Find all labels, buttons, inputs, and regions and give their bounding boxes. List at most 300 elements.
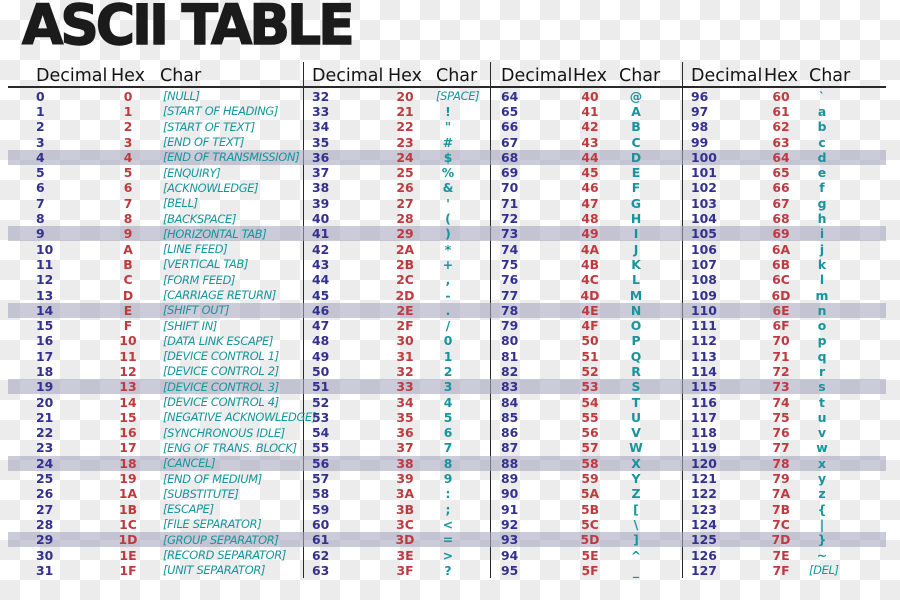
ascii-row — [304, 104, 491, 119]
ascii-row — [491, 440, 683, 455]
char-value: [END OF MEDIUM] — [163, 471, 262, 486]
hex-value: 1C — [119, 516, 137, 532]
hex-value: 57 — [581, 440, 599, 456]
decimal-value: 43 — [312, 256, 330, 272]
ascii-row — [491, 563, 683, 578]
decimal-value: 51 — [312, 379, 330, 395]
hex-value: 14 — [119, 394, 137, 410]
char-value: s — [818, 379, 826, 395]
char-value: [SHIFT IN] — [163, 318, 218, 333]
hex-value: 40 — [581, 88, 599, 104]
decimal-value: 48 — [312, 333, 330, 349]
hex-value: F — [123, 318, 133, 334]
hex-value: 28 — [396, 211, 414, 227]
char-value: [ESCAPE] — [163, 502, 214, 517]
decimal-value: 97 — [691, 103, 709, 119]
decimal-value: 94 — [501, 547, 519, 563]
char-value: [SPACE] — [436, 89, 480, 104]
decimal-value: 95 — [501, 562, 519, 578]
decimal-value: 44 — [312, 272, 330, 288]
hex-value: 4F — [581, 318, 599, 334]
char-value: & — [442, 180, 454, 196]
ascii-row — [491, 196, 683, 211]
decimal-value: 66 — [501, 119, 519, 135]
ascii-row — [304, 486, 491, 501]
table-group-32-63 — [304, 62, 491, 578]
ascii-row — [491, 471, 683, 486]
hex-value: 1D — [118, 532, 138, 548]
hex-value: 55 — [581, 409, 599, 425]
ascii-row — [304, 471, 491, 486]
hex-value: 7D — [771, 532, 791, 548]
decimal-value: 68 — [501, 149, 519, 165]
hex-value: 65 — [772, 165, 790, 181]
char-value: U — [630, 409, 642, 425]
decimal-value: 102 — [691, 180, 717, 196]
ascii-row — [304, 226, 491, 241]
hex-column-header: Hex — [573, 65, 607, 86]
decimal-value: 8 — [36, 211, 45, 227]
ascii-row — [304, 394, 491, 409]
decimal-value: 98 — [691, 119, 709, 135]
ascii-row — [8, 532, 304, 547]
char-value: = — [442, 532, 454, 548]
hex-value: D — [122, 287, 134, 303]
hex-value: 5E — [581, 547, 599, 563]
decimal-value: 63 — [312, 562, 330, 578]
hex-value: 46 — [581, 180, 599, 196]
decimal-value: 62 — [312, 547, 330, 563]
hex-value: 73 — [772, 379, 790, 395]
char-value: T — [631, 394, 641, 410]
hex-value: 3B — [395, 501, 415, 517]
decimal-value: 32 — [312, 88, 330, 104]
hex-value: 52 — [581, 363, 599, 379]
hex-value: 71 — [772, 348, 790, 364]
ascii-row — [491, 287, 683, 302]
decimal-value: 113 — [691, 348, 717, 364]
decimal-value: 61 — [312, 532, 330, 548]
decimal-value: 31 — [36, 562, 54, 578]
decimal-value: 25 — [36, 471, 54, 487]
ascii-row — [8, 486, 304, 501]
char-value: r — [818, 363, 826, 379]
decimal-value: 107 — [691, 256, 717, 272]
char-column-header: Char — [809, 65, 851, 86]
decimal-value: 127 — [691, 562, 717, 578]
ascii-row — [683, 104, 886, 119]
char-value: [NEGATIVE ACKNOWLEDGE] — [163, 410, 317, 425]
decimal-value: 6 — [36, 180, 45, 196]
decimal-value: 37 — [312, 165, 330, 181]
char-value: [ENG OF TRANS. BLOCK] — [163, 440, 297, 455]
char-value: z — [818, 486, 826, 502]
char-value: ) — [445, 226, 451, 242]
ascii-row — [491, 349, 683, 364]
decimal-value: 39 — [312, 195, 330, 211]
decimal-value: 106 — [691, 241, 717, 257]
ascii-row — [8, 134, 304, 149]
hex-value: 67 — [772, 195, 790, 211]
decimal-value: 110 — [691, 302, 717, 318]
decimal-value: 41 — [312, 226, 330, 242]
decimal-value: 21 — [36, 409, 54, 425]
ascii-row — [491, 456, 683, 471]
char-value: o — [817, 318, 827, 334]
char-value: g — [817, 195, 827, 211]
hex-value: 15 — [119, 409, 137, 425]
decimal-value: 67 — [501, 134, 519, 150]
hex-value: 61 — [772, 103, 790, 119]
hex-value: 20 — [396, 88, 414, 104]
hex-value: 4C — [581, 272, 599, 288]
hex-value: 68 — [772, 211, 790, 227]
ascii-row — [683, 333, 886, 348]
decimal-value: 16 — [36, 333, 54, 349]
decimal-value: 89 — [501, 471, 519, 487]
decimal-value: 27 — [36, 501, 54, 517]
ascii-row — [8, 318, 304, 333]
char-value: l — [819, 272, 825, 288]
group-header — [304, 62, 491, 86]
ascii-row — [683, 89, 886, 104]
char-value: / — [445, 318, 451, 334]
decimal-value: 85 — [501, 409, 519, 425]
char-value: t — [819, 394, 825, 410]
hex-value: 12 — [119, 363, 137, 379]
ascii-row — [8, 287, 304, 302]
ascii-row — [683, 119, 886, 134]
decimal-value: 22 — [36, 425, 54, 441]
char-value: E — [631, 165, 641, 181]
decimal-value: 26 — [36, 486, 54, 502]
hex-value: 43 — [581, 134, 599, 150]
hex-value: 5C — [581, 516, 599, 532]
rows-container — [8, 88, 317, 579]
ascii-row — [304, 425, 491, 440]
page-title: ASCII TABLE — [22, 0, 352, 57]
ascii-row — [304, 532, 491, 547]
ascii-row — [683, 532, 886, 547]
decimal-value: 72 — [501, 211, 519, 227]
char-value: 7 — [443, 440, 453, 456]
char-value: M — [629, 287, 643, 303]
hex-value: 4A — [580, 241, 600, 257]
decimal-value: 114 — [691, 363, 717, 379]
decimal-column-header: Decimal — [36, 65, 108, 86]
table-group-64-95 — [491, 62, 683, 578]
hex-value: 5 — [123, 165, 133, 181]
hex-value: 10 — [119, 333, 137, 349]
char-value: 3 — [443, 379, 453, 395]
char-value: ? — [444, 562, 452, 578]
ascii-row — [304, 547, 491, 562]
char-value: [END OF TEXT] — [163, 135, 245, 150]
hex-value: 5D — [580, 532, 600, 548]
char-value: C — [631, 134, 641, 150]
hex-value: 5B — [580, 501, 600, 517]
decimal-value: 57 — [312, 471, 330, 487]
ascii-row — [304, 563, 491, 578]
char-value: ] — [633, 532, 639, 548]
hex-value: 1F — [119, 562, 137, 578]
ascii-row — [683, 150, 886, 165]
char-value: [HORIZONTAL TAB] — [163, 226, 267, 241]
decimal-value: 59 — [312, 501, 330, 517]
decimal-value: 122 — [691, 486, 717, 502]
decimal-value: 2 — [36, 119, 45, 135]
hex-value: 1E — [119, 547, 137, 563]
ascii-row — [8, 272, 304, 287]
ascii-row — [304, 440, 491, 455]
decimal-value: 104 — [691, 211, 717, 227]
decimal-value: 108 — [691, 272, 717, 288]
hex-value: 2D — [395, 287, 415, 303]
decimal-value: 28 — [36, 516, 54, 532]
ascii-row — [683, 241, 886, 256]
ascii-row — [491, 180, 683, 195]
ascii-row — [8, 425, 304, 440]
hex-value: 56 — [581, 425, 599, 441]
hex-value: 0 — [123, 88, 133, 104]
ascii-row — [491, 211, 683, 226]
hex-value: B — [123, 256, 133, 272]
hex-value: 4B — [580, 256, 600, 272]
char-value: x — [818, 455, 826, 471]
ascii-row — [491, 257, 683, 272]
char-value: N — [630, 302, 642, 318]
char-value: " — [444, 119, 452, 135]
decimal-value: 83 — [501, 379, 519, 395]
char-value: [START OF TEXT] — [163, 119, 255, 134]
hex-value: 50 — [581, 333, 599, 349]
char-value: A — [631, 103, 641, 119]
hex-value: 21 — [396, 103, 414, 119]
ascii-row — [683, 211, 886, 226]
group-header — [491, 62, 683, 86]
ascii-row — [491, 517, 683, 532]
hex-value: 5A — [580, 486, 600, 502]
ascii-row — [8, 456, 304, 471]
char-value: W — [629, 440, 643, 456]
char-value: - — [445, 287, 451, 303]
hex-value: 4E — [581, 302, 599, 318]
char-value: O — [630, 318, 642, 334]
hex-value: 4 — [123, 149, 133, 165]
hex-value: 42 — [581, 119, 599, 135]
ascii-row — [8, 196, 304, 211]
ascii-row — [8, 349, 304, 364]
decimal-value: 119 — [691, 440, 717, 456]
char-value: | — [819, 516, 825, 532]
char-column-header: Char — [160, 65, 202, 86]
hex-value: 7E — [772, 547, 790, 563]
ascii-row — [491, 394, 683, 409]
char-value: P — [631, 333, 641, 349]
hex-value: 62 — [772, 119, 790, 135]
decimal-value: 14 — [36, 302, 54, 318]
hex-value: 6 — [123, 180, 133, 196]
hex-value: 76 — [772, 425, 790, 441]
char-value: d — [817, 149, 827, 165]
char-value: H — [630, 211, 642, 227]
ascii-row — [491, 89, 683, 104]
char-value: X — [631, 455, 641, 471]
char-value: [DEL] — [809, 563, 839, 578]
char-value: [END OF TRANSMISSION] — [163, 150, 300, 165]
ascii-row — [8, 563, 304, 578]
ascii-row — [491, 303, 683, 318]
char-value: [BACKSPACE] — [163, 211, 237, 226]
char-value: y — [817, 471, 827, 487]
ascii-row — [8, 241, 304, 256]
decimal-column-header: Decimal — [691, 65, 763, 86]
char-value: F — [631, 180, 641, 196]
char-value: # — [442, 134, 454, 150]
ascii-row — [8, 379, 304, 394]
ascii-row — [304, 241, 491, 256]
hex-value: 2B — [395, 256, 415, 272]
ascii-row — [683, 134, 886, 149]
hex-value: 49 — [581, 226, 599, 242]
char-value: G — [630, 195, 642, 211]
hex-value: 3D — [395, 532, 415, 548]
ascii-row — [304, 456, 491, 471]
ascii-row — [491, 150, 683, 165]
hex-value: 13 — [119, 379, 137, 395]
hex-value: 31 — [396, 348, 414, 364]
decimal-value: 120 — [691, 455, 717, 471]
char-value: v — [817, 425, 827, 441]
hex-value: 17 — [119, 440, 137, 456]
ascii-row — [683, 502, 886, 517]
ascii-row — [491, 410, 683, 425]
char-value: [NULL] — [163, 89, 200, 104]
decimal-value: 17 — [36, 348, 54, 364]
hex-value: 1A — [118, 486, 138, 502]
ascii-row — [491, 379, 683, 394]
decimal-value: 64 — [501, 88, 519, 104]
hex-value: 51 — [581, 348, 599, 364]
char-value: [SHIFT OUT] — [163, 303, 230, 318]
ascii-row — [683, 165, 886, 180]
decimal-value: 88 — [501, 455, 519, 471]
ascii-row — [8, 303, 304, 318]
decimal-value: 65 — [501, 103, 519, 119]
char-value: [DEVICE CONTROL 2] — [163, 364, 279, 379]
char-value: [START OF HEADING] — [163, 104, 279, 119]
ascii-row — [8, 333, 304, 348]
ascii-row — [491, 425, 683, 440]
decimal-value: 10 — [36, 241, 54, 257]
hex-value: 39 — [396, 471, 414, 487]
decimal-value: 123 — [691, 501, 717, 517]
decimal-value: 34 — [312, 119, 330, 135]
hex-value: 3F — [396, 562, 414, 578]
ascii-row — [683, 272, 886, 287]
ascii-row — [491, 165, 683, 180]
hex-value: 7C — [772, 516, 790, 532]
char-value: * — [444, 241, 452, 257]
decimal-value: 117 — [691, 409, 717, 425]
char-value: I — [633, 226, 639, 242]
ascii-row — [304, 502, 491, 517]
char-value: [VERTICAL TAB] — [163, 257, 249, 272]
decimal-value: 30 — [36, 547, 54, 563]
char-value: > — [442, 547, 454, 563]
hex-value: 37 — [396, 440, 414, 456]
ascii-row — [491, 333, 683, 348]
table-group-0-31 — [8, 62, 317, 578]
decimal-value: 101 — [691, 165, 717, 181]
char-value: + — [442, 256, 454, 272]
decimal-value: 23 — [36, 440, 54, 456]
char-value: [DEVICE CONTROL 3] — [163, 379, 279, 394]
decimal-value: 24 — [36, 455, 54, 471]
decimal-value: 35 — [312, 134, 330, 150]
ascii-row — [8, 502, 304, 517]
char-value: } — [817, 532, 827, 548]
decimal-value: 50 — [312, 363, 330, 379]
ascii-row — [491, 226, 683, 241]
hex-value: 3 — [123, 134, 133, 150]
char-value: \ — [633, 516, 639, 532]
decimal-value: 78 — [501, 302, 519, 318]
hex-value: 48 — [581, 211, 599, 227]
char-value: ~ — [816, 547, 828, 563]
decimal-value: 56 — [312, 455, 330, 471]
hex-value: 74 — [772, 394, 790, 410]
ascii-row — [8, 119, 304, 134]
decimal-value: 92 — [501, 516, 519, 532]
decimal-value: 52 — [312, 394, 330, 410]
hex-value: 60 — [772, 88, 790, 104]
hex-value: 24 — [396, 149, 414, 165]
ascii-row — [491, 364, 683, 379]
hex-value: 66 — [772, 180, 790, 196]
decimal-value: 19 — [36, 379, 54, 395]
char-value: j — [819, 241, 825, 257]
char-value: w — [816, 440, 828, 456]
hex-value: 2A — [395, 241, 415, 257]
ascii-row — [304, 318, 491, 333]
char-value: [RECORD SEPARATOR] — [163, 548, 287, 563]
hex-value: E — [123, 302, 133, 318]
ascii-row — [683, 287, 886, 302]
hex-column-header: Hex — [111, 65, 145, 86]
ascii-row — [304, 364, 491, 379]
char-value: [LINE FEED] — [163, 242, 228, 257]
char-value: m — [815, 287, 829, 303]
hex-value: 27 — [396, 195, 414, 211]
decimal-column-header: Decimal — [312, 65, 384, 86]
decimal-value: 79 — [501, 318, 519, 334]
decimal-value: 4 — [36, 149, 45, 165]
ascii-row — [304, 150, 491, 165]
char-value: [DATA LINK ESCAPE] — [163, 333, 274, 348]
decimal-value: 55 — [312, 440, 330, 456]
decimal-value: 87 — [501, 440, 519, 456]
decimal-value: 36 — [312, 149, 330, 165]
decimal-value: 38 — [312, 180, 330, 196]
decimal-value: 11 — [36, 256, 54, 272]
decimal-value: 58 — [312, 486, 330, 502]
hex-value: 6E — [772, 302, 790, 318]
hex-value: 5F — [581, 562, 599, 578]
ascii-row — [304, 134, 491, 149]
char-value: Z — [631, 486, 641, 502]
ascii-row — [8, 150, 304, 165]
